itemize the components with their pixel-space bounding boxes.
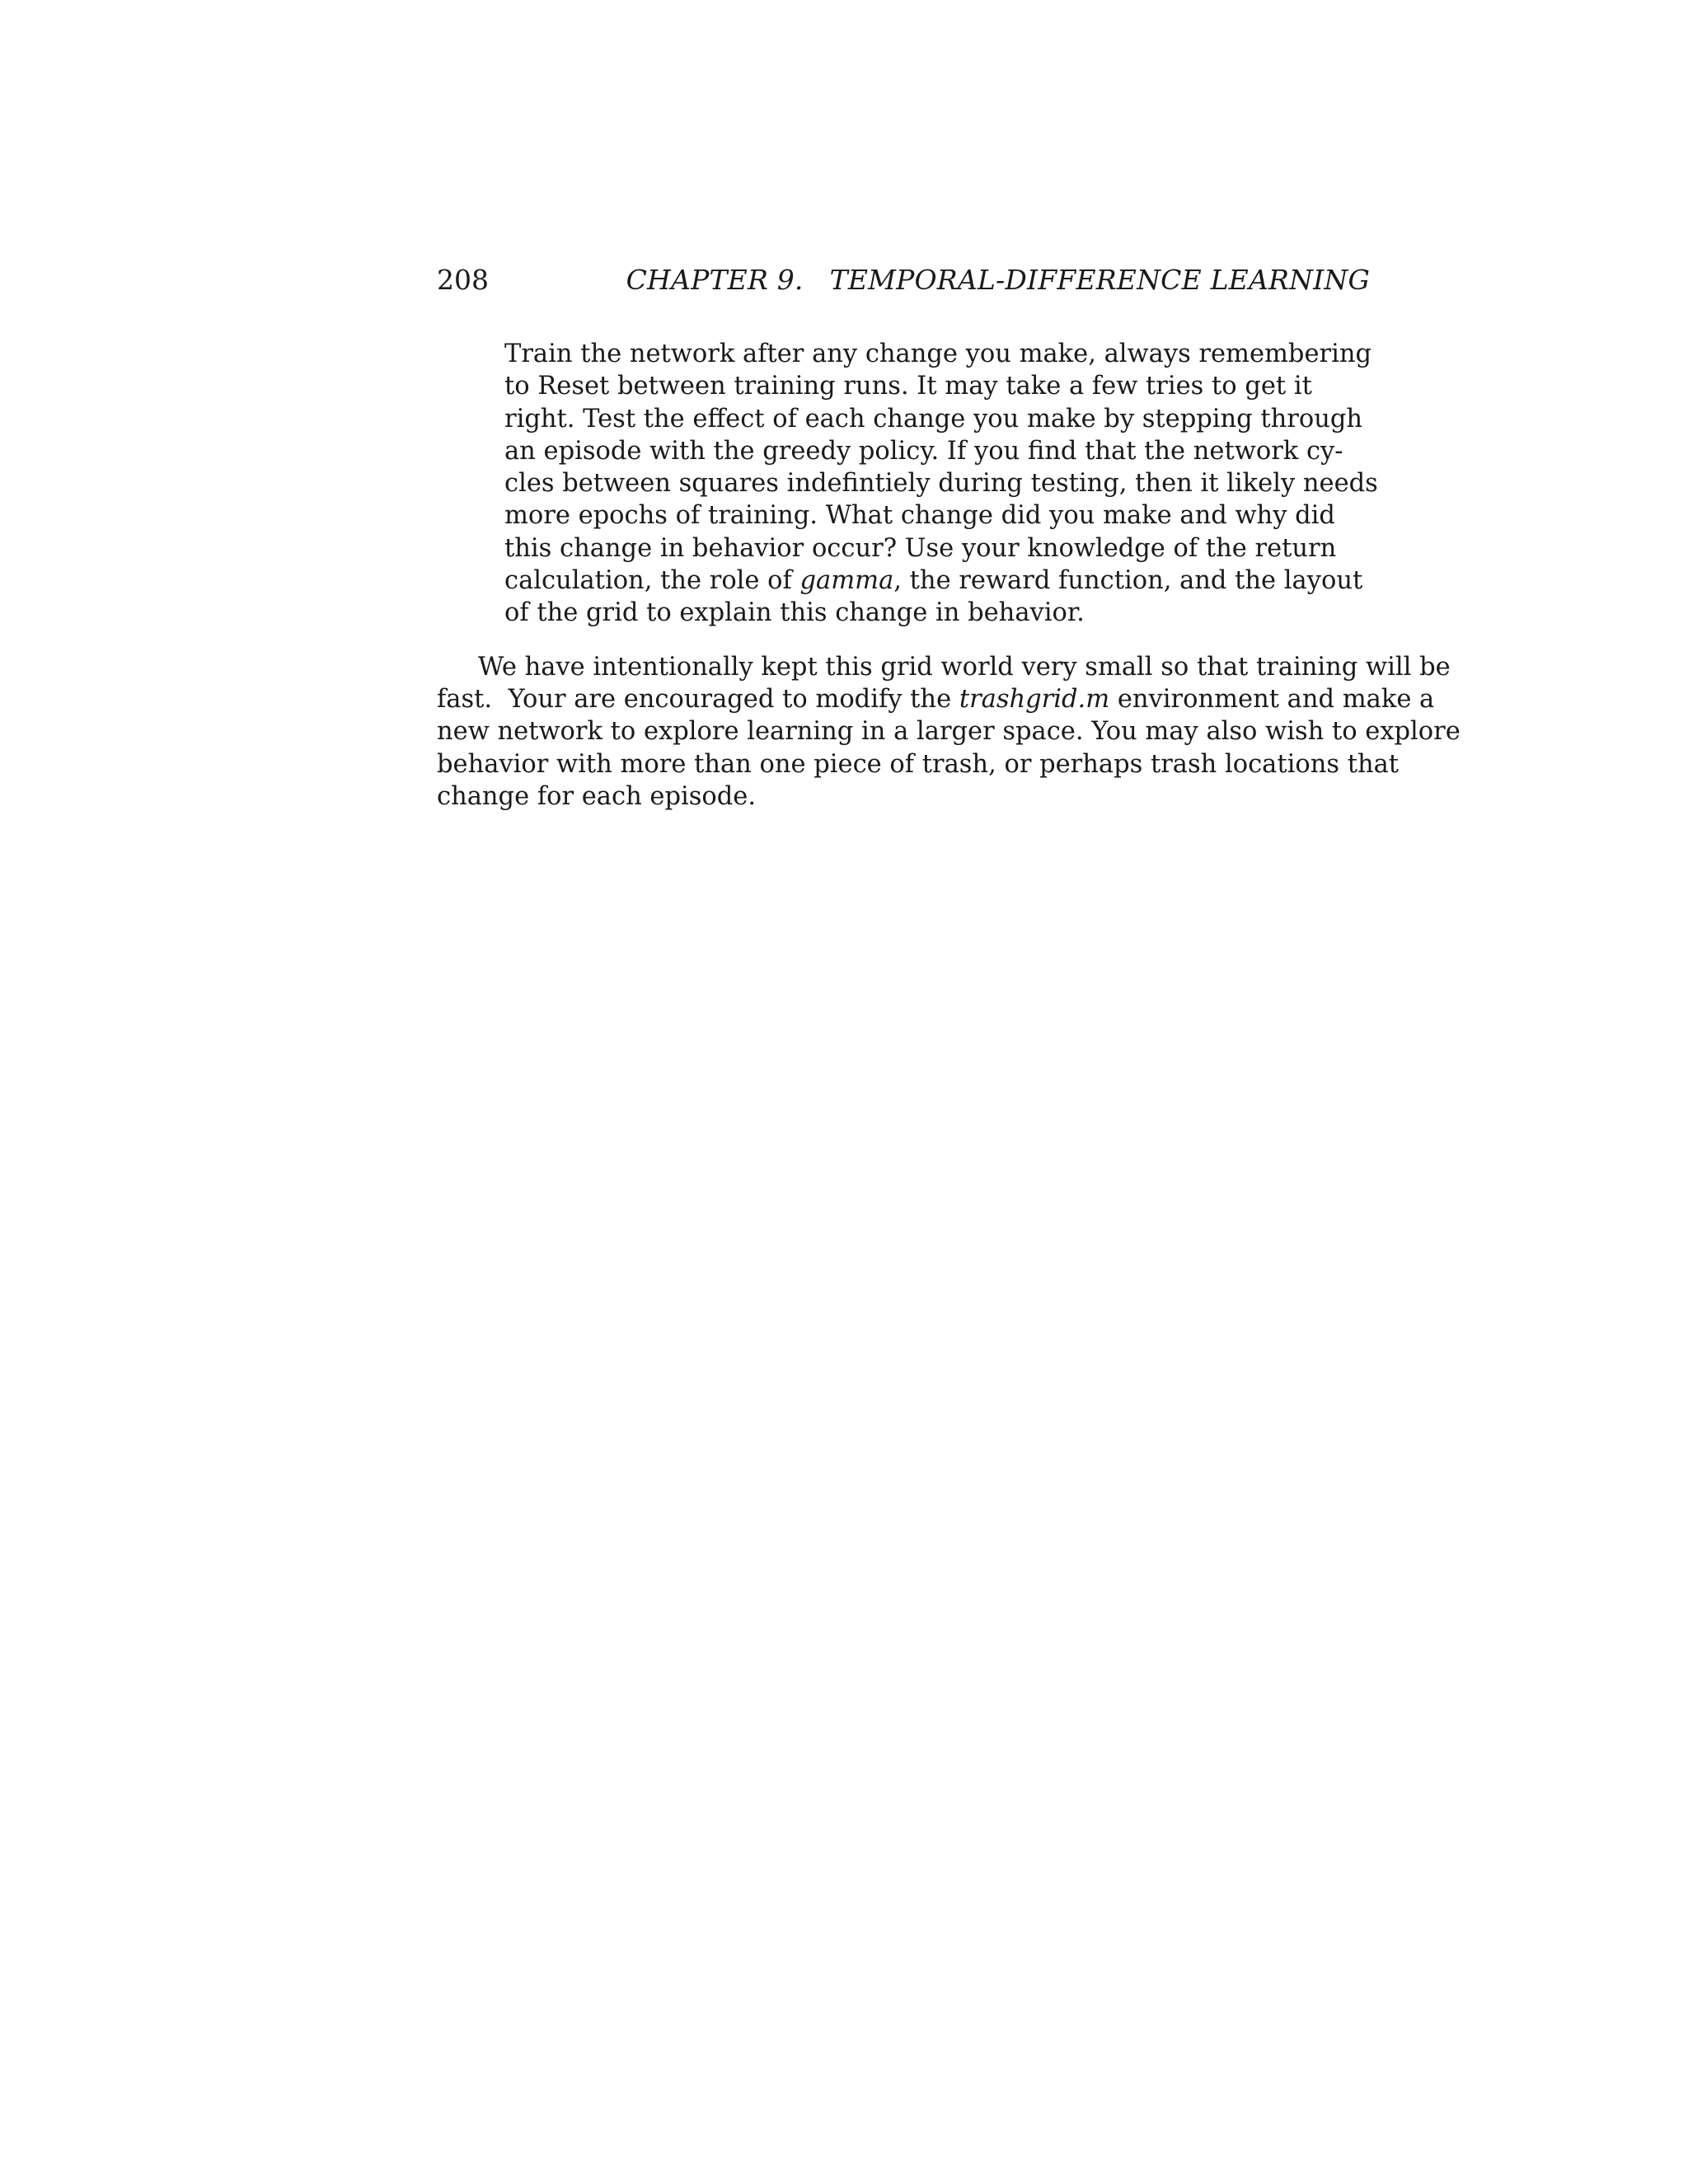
emphasis-gamma: gamma [799,566,894,596]
exercise-line: this change in behavior occur? Use your knowledge of the return [504,533,1337,563]
chapter-title: CHAPTER 9. TEMPORAL-DIFFERENCE LEARNING [626,264,1370,296]
exercise-instructions [504,338,1378,630]
book-page [437,262,1461,813]
exercise-line: right. Test the effect of each change you make by stepping through [504,404,1363,434]
exercise-line: an episode with the greedy policy. If you find that the network cy- [504,436,1343,466]
emphasis-filename: trashgrid.m [959,684,1110,714]
body-paragraph [437,651,1461,813]
text-run: , the reward function, and the layout [893,566,1363,596]
paragraph-line: behavior with more than one piece of trash, or perhaps trash locations that [437,749,1400,779]
exercise-line: to Reset between training runs. It may take a few tries to get it [504,372,1312,401]
paragraph-line [437,683,1435,715]
text-run: calculation, the role of [504,566,800,596]
text-run: fast. Your are encouraged to modify the [437,684,959,714]
paragraph-line: We have intentionally kept this grid world very small so that training will be [478,652,1451,682]
exercise-line [504,565,1363,597]
text-run: environment and make a [1109,684,1435,714]
exercise-line: cles between squares indefintiely during testing, then it likely needs [504,469,1378,499]
exercise-line: Train the network after any change you make, always remembering [504,340,1372,368]
running-head [437,262,1370,298]
exercise-line: more epochs of training. What change did you make and why did [504,501,1335,531]
paragraph-line: new network to explore learning in a larger space. You may also wish to explore [437,717,1461,747]
paragraph-line: change for each episode. [437,781,757,811]
page-number: 208 [437,264,489,296]
exercise-line: of the grid to explain this change in behavior. [504,598,1085,628]
